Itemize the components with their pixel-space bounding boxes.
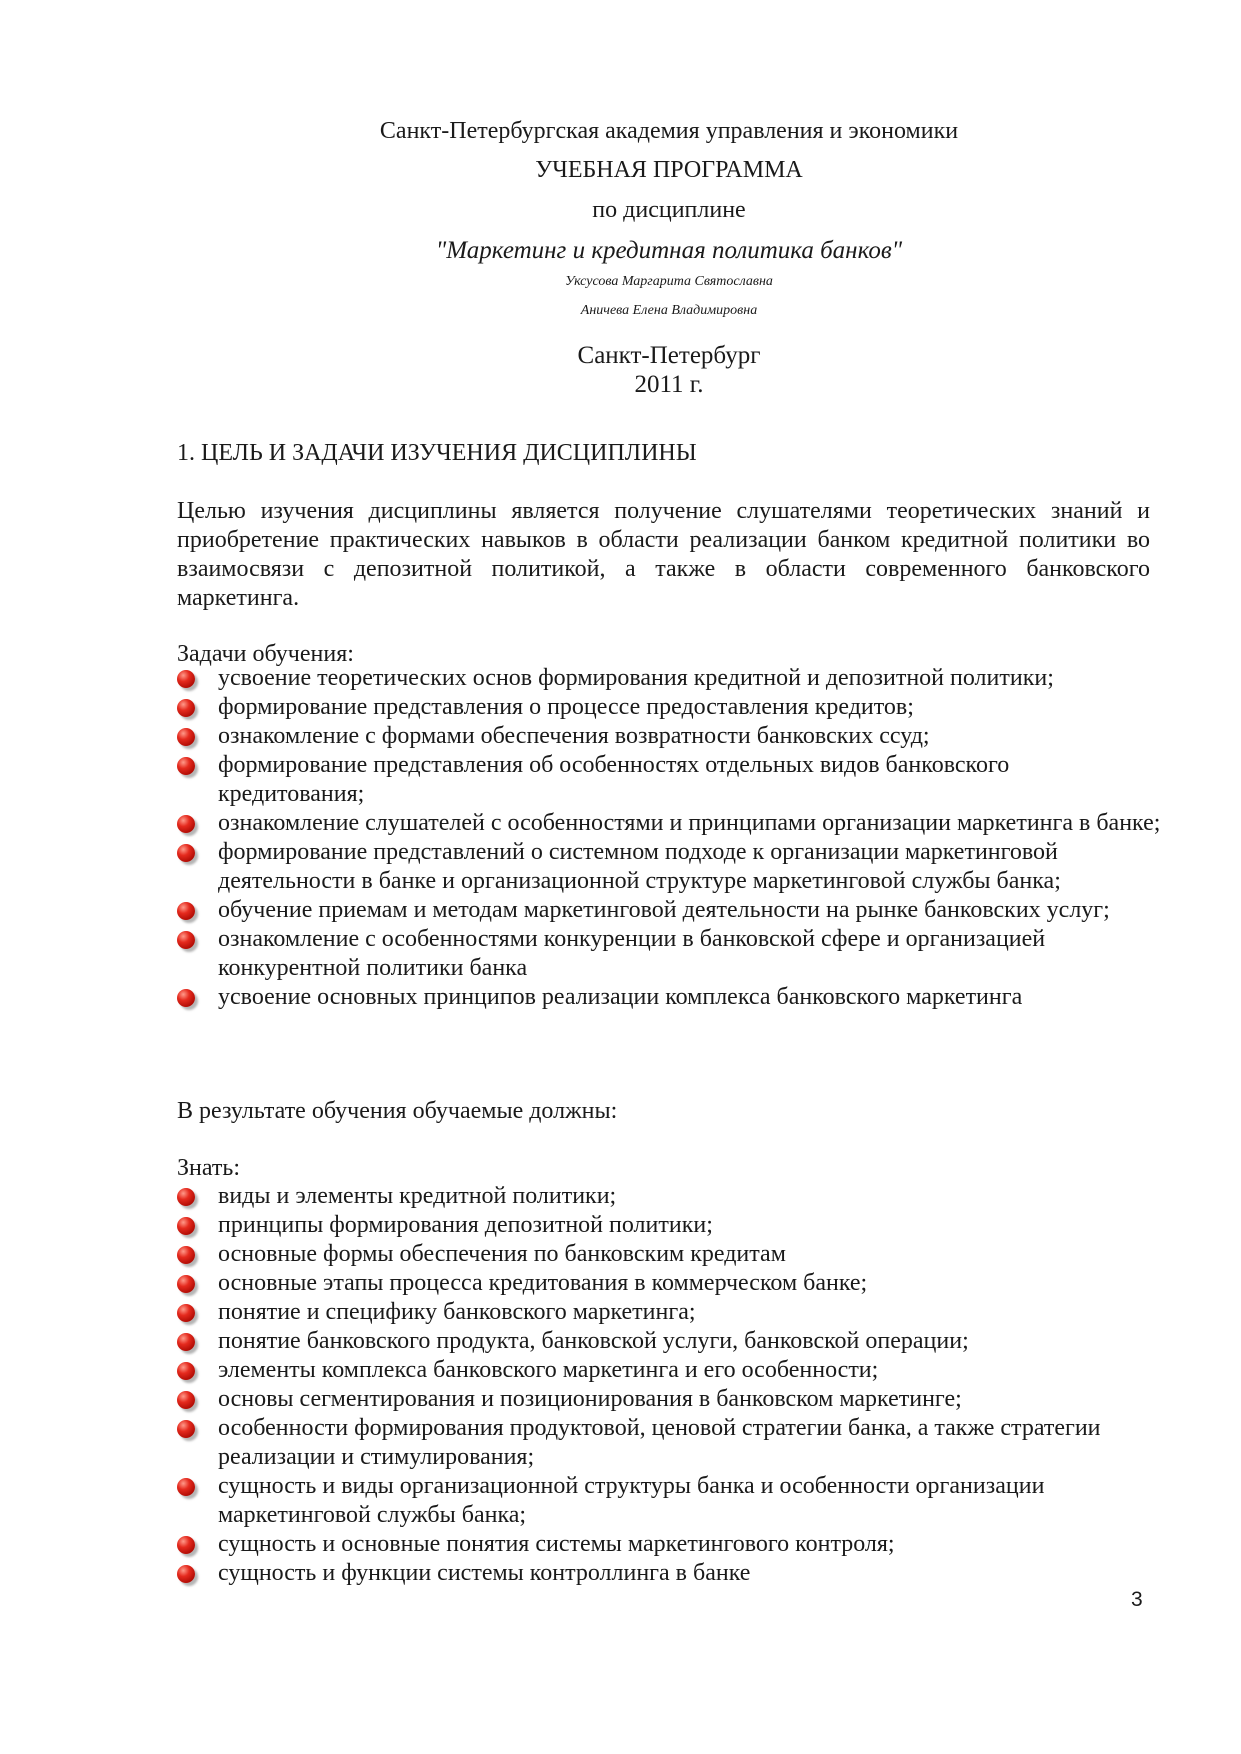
red-ball-bullet-icon <box>177 1333 195 1351</box>
goal-line: маркетинга. <box>177 585 300 611</box>
list-item: ознакомление слушателей с особенностями и принципами организации маркетинга в банке; <box>177 809 1198 838</box>
goal-paragraph <box>177 497 1150 613</box>
list-item: формирование представления о процессе предоставления кредитов; <box>177 693 1157 722</box>
list-item: обучение приемам и методам маркетинговой деятельности на рынке банковских услуг; <box>177 896 1148 925</box>
city: Санкт-Петербург <box>577 342 761 369</box>
red-ball-bullet-icon <box>177 1478 195 1496</box>
tasks-list <box>177 664 1161 1012</box>
discipline-prefix: по дисциплине <box>592 197 746 223</box>
page-number: 3 <box>1131 1588 1143 1611</box>
author-1: Уксусова Маргарита Святославна <box>565 274 773 289</box>
list-item: сущность и функции системы контроллинга в банке <box>177 1559 1157 1588</box>
section-heading: 1. ЦЕЛЬ И ЗАДАЧИ ИЗУЧЕНИЯ ДИСЦИПЛИНЫ <box>177 440 697 466</box>
red-ball-bullet-icon <box>177 1362 195 1380</box>
red-ball-bullet-icon <box>177 1391 195 1409</box>
list-item: усвоение теоретических основ формирования кредитной и депозитной политики; <box>177 664 1157 693</box>
goal-line: приобретение практических навыков в области реализации банком кредитной политики во <box>177 527 1150 553</box>
result-label: В результате обучения обучаемые должны: <box>177 1098 618 1124</box>
red-ball-bullet-icon <box>177 844 195 862</box>
red-ball-bullet-icon <box>177 1536 195 1554</box>
list-item: понятие банковского продукта, банковской услуги, банковской операции; <box>177 1327 1157 1356</box>
list-item: виды и элементы кредитной политики; <box>177 1182 1157 1211</box>
author-2: Аничева Елена Владимировна <box>580 303 758 318</box>
goal-line: взаимосвязи с депозитной политикой, а также в области современного банковского <box>177 556 1150 582</box>
academy-name: Санкт-Петербургская академия управления и экономики <box>379 118 959 144</box>
list-item: сущность и основные понятия системы маркетингового контроля; <box>177 1530 1157 1559</box>
red-ball-bullet-icon <box>177 1565 195 1583</box>
list-item: основы сегментирования и позиционирования в банковском маркетинге; <box>177 1385 1157 1414</box>
document-type: УЧЕБНАЯ ПРОГРАММА <box>535 157 803 183</box>
red-ball-bullet-icon <box>177 670 195 688</box>
list-item: усвоение основных принципов реализации комплекса банковского маркетинга <box>177 983 1157 1012</box>
red-ball-bullet-icon <box>177 699 195 717</box>
list-item: элементы комплекса банковского маркетинга и его особенности; <box>177 1356 1157 1385</box>
red-ball-bullet-icon <box>177 815 195 833</box>
red-ball-bullet-icon <box>177 902 195 920</box>
goal-line: Целью изучения дисциплины является получение слушателями теоретических знаний и <box>177 498 1150 524</box>
list-item: формирование представления об особенностях отдельных видов банковского кредитования; <box>177 751 1038 809</box>
red-ball-bullet-icon <box>177 989 195 1007</box>
list-item: особенности формирования продуктовой, ценовой стратегии банка, а также стратегии реализации и стимулирования; <box>177 1414 1208 1472</box>
list-item: принципы формирования депозитной политики; <box>177 1211 1157 1240</box>
list-item: понятие и специфику банковского маркетинга; <box>177 1298 1157 1327</box>
list-item: ознакомление с формами обеспечения возвратности банковских ссуд; <box>177 722 1157 751</box>
list-item: формирование представлений о системном подходе к организации маркетинговой деятельности в банке и организационной структуре маркетинговой службы банка; <box>177 838 1173 896</box>
red-ball-bullet-icon <box>177 757 195 775</box>
list-item: основные формы обеспечения по банковским кредитам <box>177 1240 1157 1269</box>
red-ball-bullet-icon <box>177 728 195 746</box>
list-item: основные этапы процесса кредитования в коммерческом банке; <box>177 1269 1157 1298</box>
list-item: сущность и виды организационной структуры банка и особенности организации маркетинговой службы банка; <box>177 1472 1148 1530</box>
red-ball-bullet-icon <box>177 1246 195 1264</box>
year: 2011 г. <box>634 371 704 398</box>
red-ball-bullet-icon <box>177 1188 195 1206</box>
red-ball-bullet-icon <box>177 1275 195 1293</box>
red-ball-bullet-icon <box>177 931 195 949</box>
red-ball-bullet-icon <box>177 1217 195 1235</box>
tasks-label: Задачи обучения: <box>177 641 354 667</box>
list-item: ознакомление с особенностями конкуренции в банковской сфере и организацией конкурентной политики банка <box>177 925 1148 983</box>
know-list <box>177 1182 1157 1588</box>
course-title: "Маркетинг и кредитная политика банков" <box>435 237 903 264</box>
red-ball-bullet-icon <box>177 1304 195 1322</box>
red-ball-bullet-icon <box>177 1420 195 1438</box>
know-label: Знать: <box>177 1155 240 1181</box>
